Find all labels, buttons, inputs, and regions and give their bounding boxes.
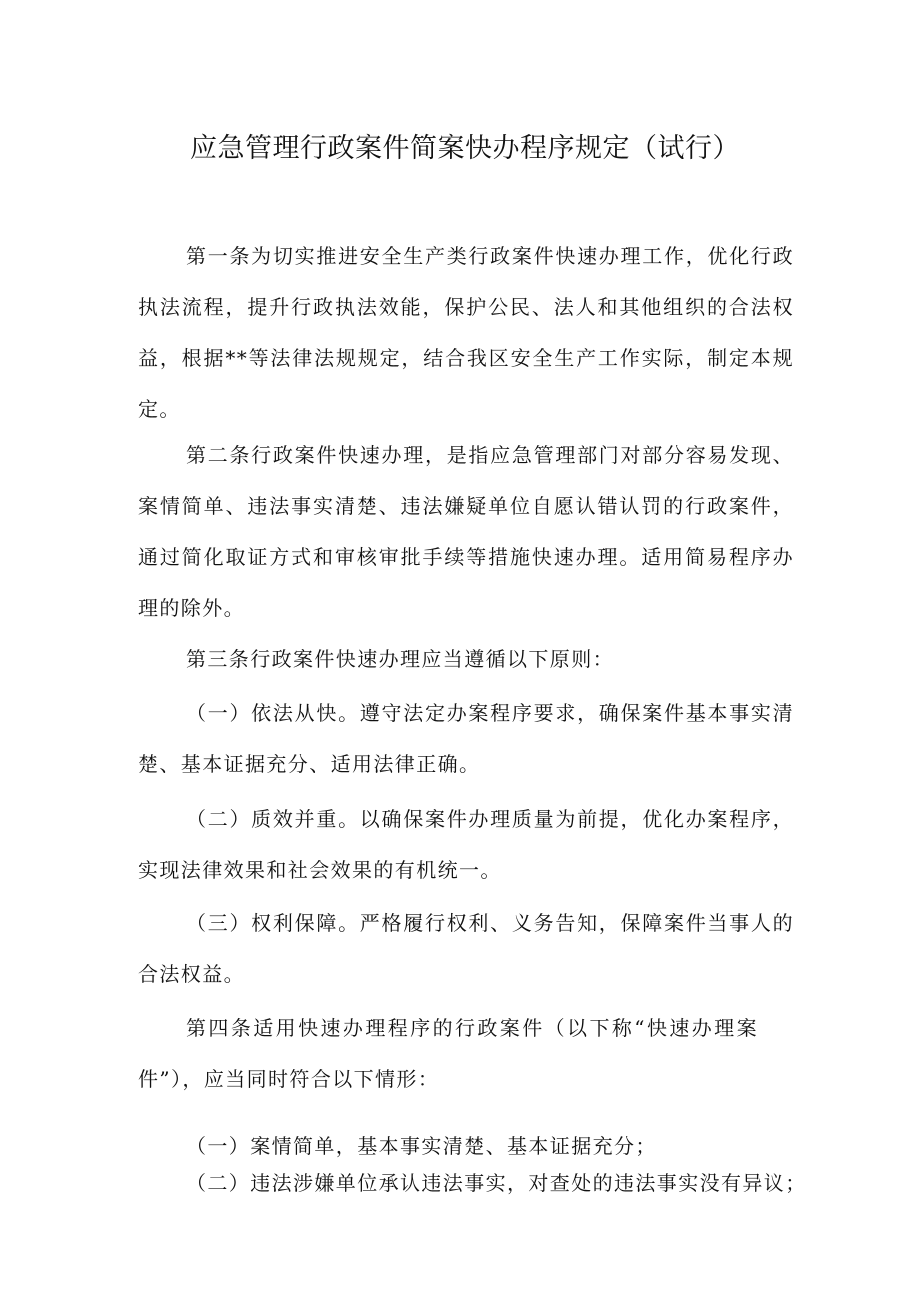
document-title: 应急管理行政案件简案快办程序规定（试行） [190,133,740,164]
principle-3-paragraph: （三）权利保障。严格履行权利、义务告知，保障案件当事人的合法权益。 [138,911,794,986]
principle-2-paragraph: （二）质效并重。以确保案件办理质量为前提，优化办案程序，实现法律效果和社会效果的有机统一。 [138,807,794,882]
condition-1-line: （一）案情简单，基本事实清楚、基本证据充分； [186,1134,657,1158]
article-3-paragraph: 第三条行政案件快速办理应当遵循以下原则： [186,647,614,671]
article-1-paragraph: 第一条为切实推进安全生产类行政案件快速办理工作，优化行政执法流程，提升行政执法效能，保护公民、法人和其他组织的合法权益，根据**等法律法规规定，结合我区安全生产工作实际，制定本规定。 [138,244,794,421]
article-2-paragraph: 第二条行政案件快速办理，是指应急管理部门对部分容易发现、案情简单、违法事实清楚、违法嫌疑单位自愿认错认罚的行政案件，通过简化取证方式和审核审批手续等措施快速办理。适用简易程序办理的除外。 [138,443,794,620]
principle-1-paragraph: （一）依法从快。遵守法定办案程序要求，确保案件基本事实清楚、基本证据充分、适用法律正确。 [138,701,794,776]
article-4-paragraph: 第四条适用快速办理程序的行政案件（以下称“快速办理案件”），应当同时符合以下情形： [138,1016,758,1091]
condition-2-line: （二）违法涉嫌单位承认违法事实，对查处的违法事实没有异议； [186,1171,807,1195]
